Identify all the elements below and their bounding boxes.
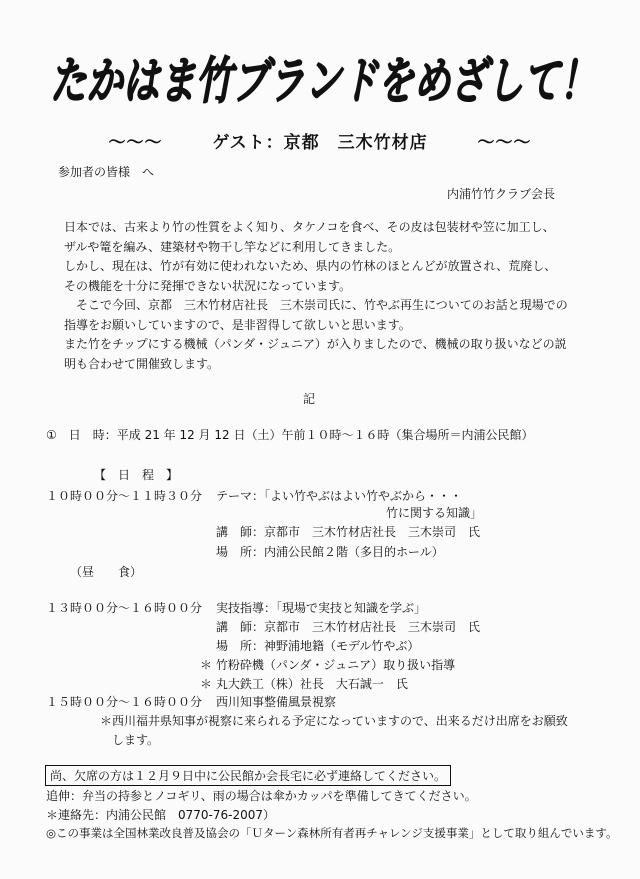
session2-practice: 実技指導：「現場で実技と知識を学ぶ」 [216, 601, 427, 615]
subtitle-deco-right: 〜〜〜 [477, 133, 532, 153]
datetime: ① 日 時：平成 21 年 12 月 12 日（土）午前１０時〜１６時（集合場所＝内浦公民館） [46, 428, 534, 442]
body-line: その機能を十分に発揮できない状況になっています。 [64, 278, 352, 293]
ki-mark: 記 [303, 392, 316, 406]
body-line: また竹をチップにする機械（パンダ・ジュニア）が入りましたので、機械の取り扱いなどの説 [64, 337, 567, 351]
session3-desc: 西川知事整備風景視察 [216, 695, 337, 709]
session3-time: １５時００分〜１６時００分 [46, 695, 203, 709]
body-line: そこで今回、京都 三木竹材店社長 三木崇司氏に、竹やぶ再生についてのお話と現場での [64, 298, 568, 312]
session3-note-cont: します。 [112, 733, 160, 747]
session2-time: １３時００分〜１６時００分 [46, 601, 203, 615]
body-line: 指導をお願いしていますので、是非習得して欲しいと思います。 [64, 317, 411, 332]
body-line: 日本では、古来より竹の性質をよく知り、タケノコを食べ、その皮は包装材や笠に加工し、 [64, 220, 555, 234]
session1-time: １０時００分〜１１時３０分 [46, 489, 203, 503]
subtitle [0, 128, 640, 153]
body-line: 明も合わせて開催致します。 [64, 356, 220, 371]
session2-place: 場 所：神野浦地籍（モデル竹やぶ） [216, 639, 420, 653]
sender: 内浦竹竹クラブ会長 [447, 187, 556, 201]
body-line: しかし、現在は、竹が有効に使われないため、県内の竹林のほとんどが放置され、荒廃し、 [64, 259, 557, 273]
session2-note1: ＊ 竹粉砕機（パンダ・ジュニア）取り扱い指導 [200, 658, 456, 672]
body-line: ザルや篭を編み、建築材や物干し竿などに利用してきました。 [64, 239, 401, 254]
subtitle-deco-left: 〜〜〜 [108, 133, 163, 153]
session2-note2: ＊ 丸大鉄工（株）社長 大石誠一 氏 [200, 677, 408, 691]
schedule-heading: 【 日 程 】 [94, 468, 179, 482]
addressee: 参加者の皆様 へ [58, 165, 155, 179]
contact: ＊連絡先：内浦公民館 0770-76-2007） [46, 808, 276, 822]
footer-note: ◎この事業は全国林業改良普及協会の「Ｕターン森林所有者再チャレンジ支援事業」として取り組んでいます。 [46, 826, 618, 840]
session3-note: ＊西川福井県知事が視察に来られる予定になっていますので、出来るだけ出席をお願致 [100, 714, 568, 728]
lunch: （昼 食） [70, 565, 143, 579]
body-paragraph [64, 218, 568, 374]
session1-lecturer: 講 師：京都市 三木竹材店社長 三木崇司 氏 [216, 525, 481, 539]
session1-theme-cont: 竹に関する知識」 [386, 506, 483, 520]
title-graphic [48, 30, 600, 116]
session1-place: 場 所：内浦公民館２階（多目的ホール） [216, 545, 444, 559]
session2-lecturer: 講 師：京都市 三木竹材店社長 三木崇司 氏 [216, 620, 481, 634]
postscript: 追伸：弁当の持参とノコギリ、雨の場合は傘かカッパを準備してきてください。 [46, 789, 477, 803]
session1-theme: テーマ：「よい竹やぶはよい竹やぶから・・・ [216, 489, 463, 503]
guest-line: ゲスト：京都 三木竹材店 [212, 133, 428, 153]
rsvp-notice: 尚、欠席の方は１２月９日中に公民館か会長宅に必ず連絡してください。 [45, 765, 451, 786]
title-banner [48, 30, 600, 116]
page-title: たかはま竹ブランドをめざして！ [50, 52, 596, 110]
